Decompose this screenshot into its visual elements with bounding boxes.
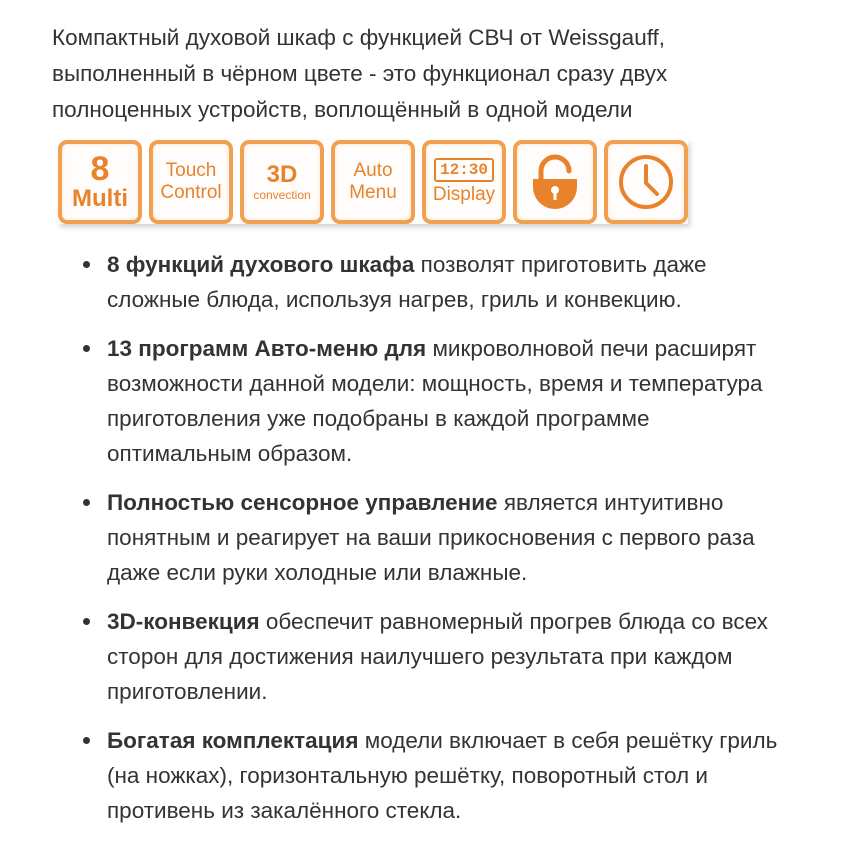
touch-icon-top: Touch — [165, 160, 217, 181]
clock-icon — [604, 140, 688, 224]
feature-bold: 13 программ Авто-меню для — [107, 336, 427, 361]
display-icon — [422, 140, 506, 224]
multi-icon-label: Multi — [72, 185, 128, 212]
feature-item-oven-functions — [70, 247, 800, 317]
auto-icon-top: Auto — [353, 160, 393, 181]
feature-text: позволят приготовить даже сложные блюда, используя нагрев, гриль и конвекцию. — [107, 252, 707, 312]
convection-3d-icon — [240, 140, 324, 224]
convection-icon-bottom: convection — [253, 188, 311, 202]
convection-icon-top: 3D — [266, 161, 298, 188]
feature-item-auto-menu — [70, 331, 800, 471]
clock-icon-graphic — [616, 152, 676, 212]
feature-bold: 3D-конвекция — [107, 609, 260, 634]
feature-icons-strip — [58, 140, 688, 224]
auto-icon-bottom: Menu — [349, 182, 397, 203]
multi-icon-number: 8 — [90, 150, 110, 188]
touch-icon-bottom: Control — [160, 182, 222, 203]
features-list — [70, 247, 800, 842]
feature-text: модели включает в себя решётку гриль (на ножках), горизонтальную решётку, поворотный стол и противень из закалённого стекла. — [107, 728, 778, 823]
feature-bold: Богатая комплектация — [107, 728, 359, 753]
display-icon-time: 12:30 — [434, 158, 494, 182]
feature-bold: 8 функций духового шкафа — [107, 252, 415, 277]
display-icon-label: Display — [432, 184, 496, 205]
feature-item-3d-convection — [70, 604, 800, 709]
feature-bold: Полностью сенсорное управление — [107, 490, 498, 515]
feature-text: микроволновой печи расширят возможности данной модели: мощность, время и температура приготовления уже подобраны в каждой программе оптимальным образом. — [107, 336, 763, 466]
lock-icon-graphic — [527, 153, 583, 211]
feature-text: является интуитивно понятным и реагирует на ваши прикосновения с первого раза даже если руки холодные или влажные. — [107, 490, 755, 585]
auto-menu-icon — [331, 140, 415, 224]
feature-text: обеспечит равномерный прогрев блюда со всех сторон для достижения наилучшего результата при каждом приготовлении. — [107, 609, 768, 704]
lock-icon — [513, 140, 597, 224]
feature-item-equipment — [70, 723, 800, 828]
multi-function-icon — [58, 140, 142, 224]
touch-control-icon — [149, 140, 233, 224]
feature-item-touch-control — [70, 485, 800, 590]
intro-paragraph: Компактный духовой шкаф с функцией СВЧ от Weissgauff, выполненный в чёрном цвете - это функционал сразу двух полноценных устройств, воплощённый в одной модели — [52, 25, 668, 122]
